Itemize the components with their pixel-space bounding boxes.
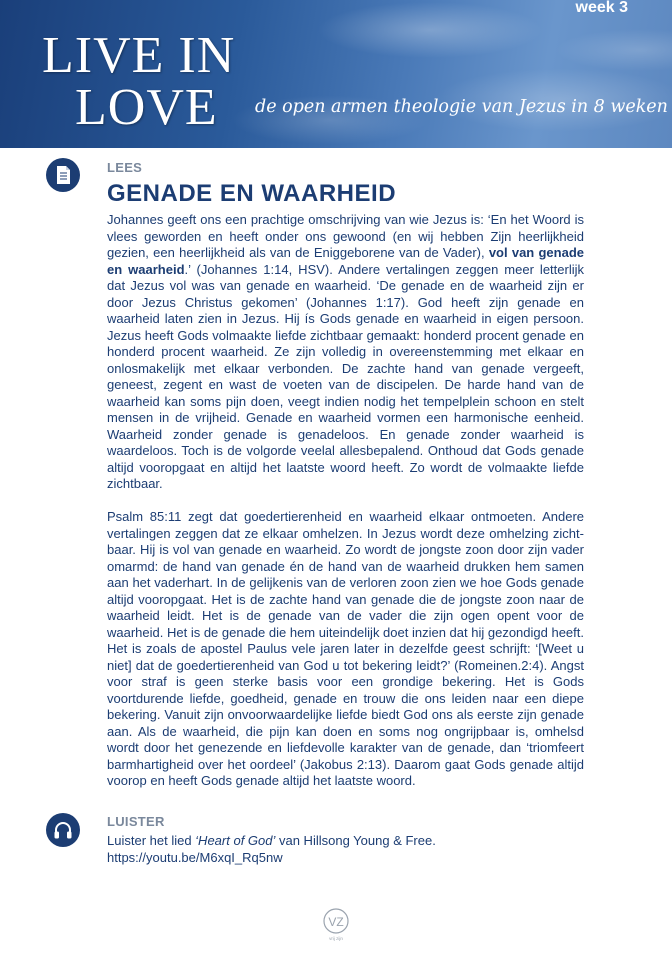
listen-text xyxy=(107,833,584,866)
headphones-icon xyxy=(46,813,80,847)
paragraph-1-text-b: .’ (Johannes 1:14, HSV). Andere vertalingen zeggen meer letterlijk dat Jezus vol was van genade en waarheid. ‘De genade en de waarheid zijn er door Jezus Christus gekomen’ (Johannes 1:17). God heeft zijn genade en waarheid laten zien in Jezus. Hij ís Gods genade en waarheid in eigen persoon. Jezus heeft Gods volmaakte liefde zichtbaar gemaakt: honderd procent genade en honderd procent waarheid. Ze zijn volledig in overeenstemming met elkaar en onlosmakelijk met elkaar verbonden. De zachte hand van genade vergeeft, geneest, zegent en wast de voeten van de discipelen. De harde hand van de waarheid kan soms pijn doen, veegt indien nodig het tempelplein schoon en stelt mensen in de vrijheid. Genade en waarheid vormen een harmonische eenheid. Waarheid zonder genade is genadeloos. En genade zonder waarheid is waardeloos. Toch is de volgorde veelal allesbepalend. Onthoud dat Gods genade altijd vooropgaat en altijd het laatste woord heeft. Zo wordt de volmaakte liefde zichtbaar. xyxy=(107,261,584,491)
title-line-1: LIVE IN xyxy=(42,27,236,84)
section-heading: GENADE EN WAARHEID xyxy=(107,180,397,207)
header-banner xyxy=(0,0,672,148)
song-link[interactable]: https://youtu.be/M6xqI_Rq5nw xyxy=(107,849,283,865)
paragraph-1-emphasis: vol van genade en waarheid xyxy=(107,245,584,277)
title-line-2: LOVE xyxy=(75,79,218,136)
listen-text-before: Luister het lied xyxy=(107,833,196,848)
song-title: ‘Heart of God’ xyxy=(195,833,276,848)
paragraph-1-text-a: Johannes geeft ons een prachtige omschrijving van wie Jezus is: ‘En het Woord is vlees geworden en heeft onder ons gewoond (en wij hebben Zijn heerlijkheid gezien, een heerlijkheid als van de Eniggeborene van de Vader), xyxy=(107,212,584,260)
section-label-luister: LUISTER xyxy=(107,814,165,829)
week-label: week 3 xyxy=(575,0,628,16)
paragraph-2: Psalm 85:11 zegt dat goedertierenheid en waarheid elkaar ontmoeten. Andere vertalingen zeggen dat ze elkaar omhelzen. In Jezus wordt deze omhelzing zichtbaar. Hij is vol van genade en waarheid. Zo wordt de jongste zoon door zijn vader omarmd: de hand van genade én de hand van de waarheid drukken hem samen aan het vaderhart. In de gelijkenis van de verloren zoon zien we hoe Gods genade altijd vooropgaat. Het is de zachte hand van genade die de jongste zoon naar de waarheid leidt. Het is de genade van de vader die zijn ogen opent voor de waarheid. Het is de genade die hem uiteindelijk doet inzien dat hij gezondigd heeft. Het is zoals de apostel Paulus vele jaren later in dezelfde geest schrijft: ‘[Weet u niet] dat de goedertierenheid van God u tot bekering leidt?’ (Romeinen.2:4). Angst voor straf is geen sterke basis voor een grondige bekering. Het is Gods voortdurende liefde, goedheid, genade en trouw die ons leiden naar een diepe bekering. Vanuit zijn onvoorwaardelijke liefde biedt God ons als eerste zijn genade aan. Als de waarheid, die pijn kan doen en soms nog ongrijpbaar is, omhelsd wordt door het genezende en liefdevolle karakter van de genade, dan ‘triomfeert barmhartigheid over het oordeel’ (Jakobus 2:13). Daarom gaat Gods genade altijd voorop en heeft Gods genade altijd het laatste woord. xyxy=(107,509,584,788)
section-label-lees: LEES xyxy=(107,160,143,175)
logo-text: vrij zijn xyxy=(329,936,343,941)
logo-mark: VZ xyxy=(328,915,344,929)
paragraph-1 xyxy=(107,212,584,493)
subtitle: de open armen theologie van Jezus in 8 weken xyxy=(255,97,668,117)
document-icon xyxy=(46,158,80,192)
footer-logo xyxy=(320,906,352,947)
listen-text-after: van Hillsong Young & Free. xyxy=(275,833,436,848)
